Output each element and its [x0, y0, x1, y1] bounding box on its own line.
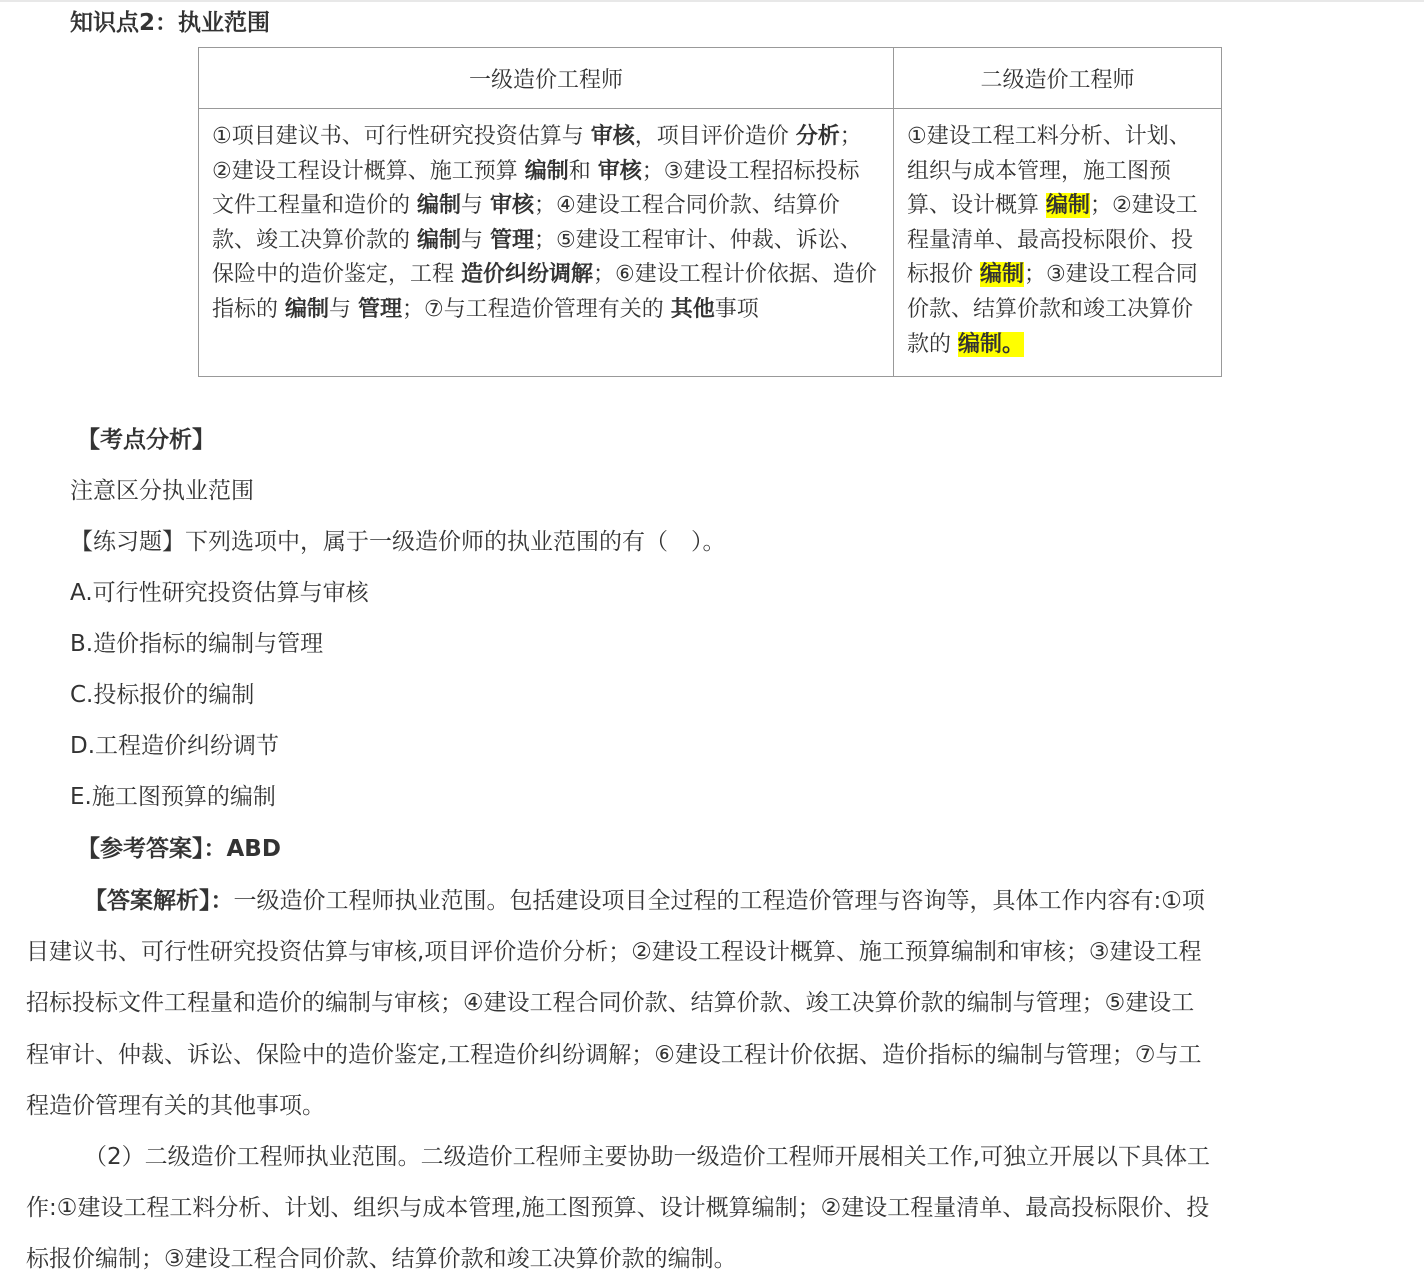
bold-run: 编制 — [285, 296, 330, 322]
section-heading: 知识点2：执业范围 — [70, 10, 271, 36]
explanation-line: 目建议书、可行性研究投资估算与审核,项目评价造价分析；②建设工程设计概算、施工预算编制和审核；③建设工程 — [26, 939, 1202, 966]
paragraph-line: （2）二级造价工程师执业范围。二级造价工程师主要协助一级造价工程师开展相关工作,可独立开展以下具体工 — [84, 1144, 1210, 1170]
explanation-line — [26, 876, 1386, 927]
option-d: D.工程造价纠纷调节 — [70, 733, 280, 759]
text-run: 和 — [568, 158, 598, 184]
text-run: ；⑦与工程造价管理有关的 — [402, 296, 671, 322]
text-run: ①项目建议书、可行性研究投资估算与 — [212, 124, 591, 149]
bold-run: 其他 — [670, 296, 715, 322]
analysis-text: 注意区分执业范围 — [70, 478, 254, 504]
paragraph-line: 作:①建设工程工料分析、计划、组织与成本管理,施工图预算、设计概算编制；②建设工程量清单、最高投标限价、投 — [26, 1195, 1210, 1222]
text-run: 与 — [461, 227, 491, 253]
option-a: A.可行性研究投资估算与审核 — [70, 580, 369, 606]
explanation-line: 程造价管理有关的其他事项。 — [26, 1092, 325, 1119]
explain-label: 【答案解析】： — [84, 888, 234, 914]
bold-run: 造价纠纷调解 — [461, 262, 594, 288]
scope-table — [198, 47, 1222, 377]
bold-run: 编制 — [417, 193, 462, 219]
bold-run: 审核 — [590, 124, 635, 149]
table-header-row — [199, 48, 1222, 109]
answer-label: 【参考答案】： — [77, 836, 227, 862]
highlighted-run: 编制 — [1046, 193, 1091, 219]
explanation-line: 程审计、仲裁、诉讼、保险中的造价鉴定,工程造价纠纷调解；⑥建设工程计价依据、造价指标的编制与管理；⑦与工 — [26, 1041, 1202, 1068]
highlighted-run: 编制 — [980, 262, 1025, 288]
header-level1: 一级造价工程师 — [199, 48, 894, 109]
text-run: 与 — [329, 296, 359, 322]
bold-run: 审核 — [490, 193, 535, 219]
table-row — [199, 109, 1222, 377]
explain-text: 一级造价工程师执业范围。包括建设项目全过程的工程造价管理与咨询等，具体工作内容有:①项 — [233, 888, 1205, 914]
text-run: ；②建设工程设计概算、施工预算 — [212, 124, 862, 184]
bold-run: 编制 — [417, 227, 462, 253]
text-run: ；③建设工程合同价款、结算价款和竣工决算价款的 — [907, 262, 1198, 357]
paragraph-line: 标报价编制；③建设工程合同价款、结算价款和竣工决算价款的编制。 — [26, 1246, 737, 1273]
bold-run: 审核 — [597, 158, 642, 184]
text-run: ；⑤建设工程审计、仲裁、诉讼、保险中的造价鉴定，工程 — [212, 227, 862, 288]
reference-answer — [77, 832, 281, 866]
level1-scope-cell — [199, 109, 894, 377]
answer-value: ABD — [226, 836, 281, 862]
bold-run: 管理 — [358, 296, 403, 322]
bold-run: 编制 — [524, 158, 569, 184]
text-run: ；⑥建设工程计价依据、造价指标的 — [212, 262, 877, 322]
explanation-line: 招标投标文件工程量和造价的编制与审核；④建设工程合同价款、结算价款、竣工决算价款的编制与管理；⑤建设工 — [26, 990, 1195, 1017]
text-run: ；③建设工程招标投标文件工程量和造价的 — [212, 158, 860, 219]
text-run: 事项 — [714, 296, 759, 322]
text-run: ①建设工程工料分析、计划、组织与成本管理，施工图预算、设计概算 — [907, 124, 1191, 219]
answer-explanation — [26, 876, 1386, 1132]
text-run: ；④建设工程合同价款、结算价款、竣工决算价款的 — [212, 193, 840, 253]
header-level2: 二级造价工程师 — [894, 48, 1222, 109]
option-e: E.施工图预算的编制 — [70, 784, 276, 810]
option-b: B.造价指标的编制与管理 — [70, 631, 324, 657]
top-divider — [0, 0, 1424, 2]
analysis-title: 【考点分析】 — [77, 427, 215, 453]
bold-run: 管理 — [490, 227, 535, 253]
level2-scope-paragraph — [26, 1132, 1386, 1286]
highlighted-run: 编制。 — [958, 331, 1025, 357]
bold-run: 分析 — [795, 124, 840, 149]
practice-question: 【练习题】下列选项中，属于一级造价师的执业范围的有（ ）。 — [70, 529, 726, 555]
text-run: ；②建设工程量清单、最高投标限价、投标报价 — [907, 193, 1198, 288]
text-run: 与 — [461, 193, 491, 219]
text-run: ，项目评价造价 — [634, 124, 796, 149]
option-c: C.投标报价的编制 — [70, 682, 255, 708]
level2-scope-cell — [894, 109, 1222, 377]
